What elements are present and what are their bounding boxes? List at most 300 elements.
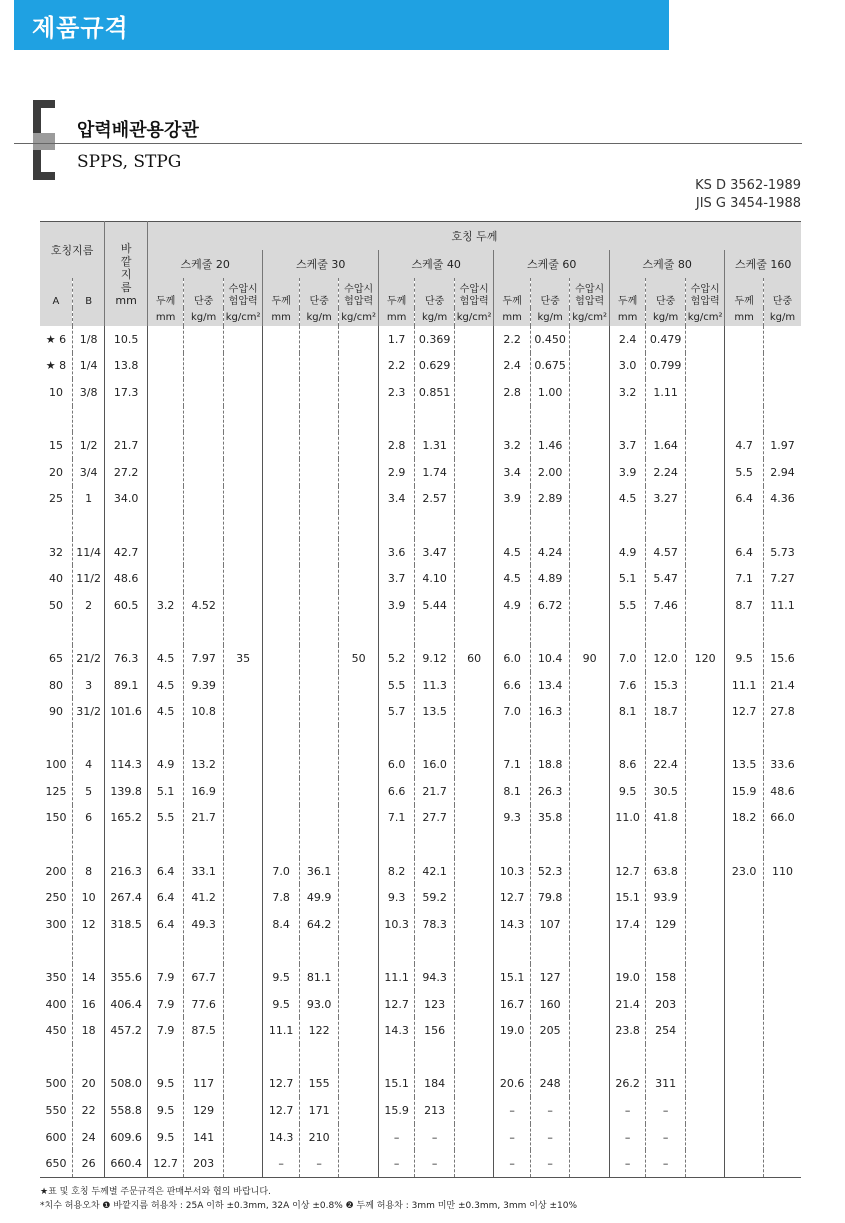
table-cell: 50 xyxy=(48,598,63,612)
table-cell: 4.57 xyxy=(646,539,686,566)
table-cell xyxy=(494,1044,530,1071)
footnote-tolerance: *치수 허용오차 ❶ 바깥지름 허용차 : 25A 이하 ±0.3mm, 32A 이상 ±0.8% ❷ 두께 허용차 : 3mm 미만 ±0.3mm, 3mm 이상 ±10% xyxy=(40,1201,578,1211)
table-cell xyxy=(339,698,379,725)
table-cell xyxy=(646,725,686,752)
table-cell: 0.479 xyxy=(646,326,686,353)
table-cell: 11/4 xyxy=(72,539,104,566)
table-cell: 4.5 xyxy=(147,645,183,672)
table-cell: 1.11 xyxy=(646,379,686,406)
table-cell: 127 xyxy=(530,964,570,991)
table-cell xyxy=(763,911,801,938)
table-cell xyxy=(763,1017,801,1044)
table-row xyxy=(40,698,801,725)
table-cell: 22.4 xyxy=(646,752,686,779)
table-cell: 650 xyxy=(45,1157,67,1171)
table-cell xyxy=(299,326,339,353)
table-cell: 558.8 xyxy=(105,1097,148,1124)
table-cell: 0.629 xyxy=(415,353,455,380)
table-cell xyxy=(299,379,339,406)
table-cell xyxy=(454,1071,494,1098)
table-cell: 12.7 xyxy=(378,991,414,1018)
table-cell: 660.4 xyxy=(105,1150,148,1177)
table-cell xyxy=(454,1017,494,1044)
table-cell: 6 xyxy=(72,805,104,832)
table-cell xyxy=(339,831,379,858)
table-cell: 1.31 xyxy=(415,432,455,459)
table-cell xyxy=(263,619,299,646)
table-cell xyxy=(685,1150,725,1177)
table-cell: 125 xyxy=(45,784,67,798)
table-cell xyxy=(685,326,725,353)
table-cell xyxy=(685,938,725,965)
table-cell xyxy=(454,432,494,459)
table-cell: 3.4 xyxy=(494,459,530,486)
table-cell: – xyxy=(646,1150,686,1177)
table-row xyxy=(40,858,801,885)
table-row xyxy=(40,884,801,911)
table-cell xyxy=(147,938,183,965)
table-cell xyxy=(763,353,801,380)
table-cell: 26.2 xyxy=(609,1071,645,1098)
table-cell xyxy=(339,1044,379,1071)
table-row xyxy=(40,1017,801,1044)
table-cell xyxy=(263,406,299,433)
table-cell xyxy=(454,592,494,619)
table-cell xyxy=(147,565,183,592)
table-cell: 7.9 xyxy=(147,1017,183,1044)
table-cell xyxy=(570,1150,610,1177)
table-cell xyxy=(763,619,801,646)
table-cell: 12.7 xyxy=(263,1071,299,1098)
table-cell xyxy=(454,805,494,832)
header-b: B xyxy=(72,278,104,326)
table-cell xyxy=(763,725,801,752)
table-cell xyxy=(685,592,725,619)
table-cell xyxy=(263,725,299,752)
spacer-row xyxy=(40,512,801,539)
table-cell xyxy=(339,1150,379,1177)
table-row xyxy=(40,1150,801,1177)
table-cell: 35 xyxy=(223,645,263,672)
table-cell: 2.8 xyxy=(494,379,530,406)
table-cell: 13.5 xyxy=(415,698,455,725)
table-cell: – xyxy=(530,1124,570,1151)
table-cell: 16.7 xyxy=(494,991,530,1018)
table-cell xyxy=(184,565,224,592)
table-cell xyxy=(494,619,530,646)
table-cell xyxy=(685,1097,725,1124)
table-cell xyxy=(570,592,610,619)
table-cell: 36.1 xyxy=(299,858,339,885)
table-cell: 200 xyxy=(45,864,67,878)
table-cell: 3.4 xyxy=(378,486,414,513)
table-cell xyxy=(299,353,339,380)
table-cell xyxy=(339,884,379,911)
table-row xyxy=(40,778,801,805)
table-cell xyxy=(105,831,148,858)
table-cell: 2.2 xyxy=(494,326,530,353)
table-cell xyxy=(299,645,339,672)
table-cell: 100 xyxy=(45,758,67,772)
table-cell xyxy=(570,858,610,885)
table-cell xyxy=(570,778,610,805)
table-cell: 3 xyxy=(72,672,104,699)
table-cell xyxy=(454,406,494,433)
standard-ks: KS D 3562-1989 xyxy=(695,178,801,193)
table-cell: 16.9 xyxy=(184,778,224,805)
table-cell: 1.7 xyxy=(378,326,414,353)
table-cell xyxy=(763,1044,801,1071)
table-cell xyxy=(339,406,379,433)
table-cell xyxy=(339,964,379,991)
table-cell xyxy=(530,725,570,752)
table-cell: 3.47 xyxy=(415,539,455,566)
table-cell: 10.3 xyxy=(378,911,414,938)
table-cell xyxy=(685,565,725,592)
table-cell: 32 xyxy=(48,545,63,559)
table-cell xyxy=(530,406,570,433)
table-cell: 27.7 xyxy=(415,805,455,832)
table-cell xyxy=(263,778,299,805)
table-cell xyxy=(339,565,379,592)
table-cell: 6.4 xyxy=(725,486,764,513)
table-cell: 9.3 xyxy=(494,805,530,832)
table-cell: 4.5 xyxy=(494,539,530,566)
table-cell: 1.97 xyxy=(763,432,801,459)
unit-kgcm: kg/cm² xyxy=(685,308,725,326)
table-row xyxy=(40,486,801,513)
table-cell xyxy=(725,911,764,938)
section-bracket-graphic xyxy=(33,100,55,180)
unit-mm: mm xyxy=(725,308,764,326)
table-cell xyxy=(454,858,494,885)
table-cell xyxy=(299,486,339,513)
unit-mm: mm xyxy=(609,308,645,326)
table-cell xyxy=(105,725,148,752)
table-cell: 210 xyxy=(299,1124,339,1151)
table-row xyxy=(40,1124,801,1151)
table-cell: 76.3 xyxy=(105,645,148,672)
table-cell xyxy=(263,752,299,779)
unit-kgm: kg/m xyxy=(646,308,686,326)
header-thickness: 두께 xyxy=(494,278,530,308)
table-cell: 355.6 xyxy=(105,964,148,991)
table-cell: 9.12 xyxy=(415,645,455,672)
table-cell: 123 xyxy=(415,991,455,1018)
table-cell xyxy=(725,619,764,646)
table-cell xyxy=(223,1097,263,1124)
table-cell xyxy=(147,326,183,353)
table-cell xyxy=(223,326,263,353)
table-cell xyxy=(570,964,610,991)
spacer-row xyxy=(40,619,801,646)
table-cell xyxy=(570,672,610,699)
table-cell xyxy=(40,831,72,858)
table-cell xyxy=(263,486,299,513)
table-cell: 8.1 xyxy=(494,778,530,805)
table-cell xyxy=(223,725,263,752)
table-cell: 2.57 xyxy=(415,486,455,513)
table-cell: 107 xyxy=(530,911,570,938)
spacer-row xyxy=(40,831,801,858)
table-cell xyxy=(378,725,414,752)
table-cell xyxy=(72,619,104,646)
table-cell: 8.1 xyxy=(609,698,645,725)
table-cell: 9.5 xyxy=(147,1097,183,1124)
table-cell xyxy=(184,539,224,566)
header-thickness: 두께 xyxy=(147,278,183,308)
table-cell: 15.3 xyxy=(646,672,686,699)
table-cell xyxy=(263,1044,299,1071)
table-cell xyxy=(570,512,610,539)
table-cell: 7.1 xyxy=(494,752,530,779)
table-cell xyxy=(223,805,263,832)
table-cell xyxy=(454,778,494,805)
table-cell xyxy=(299,619,339,646)
table-cell: 2.8 xyxy=(378,432,414,459)
table-cell: 6.4 xyxy=(147,858,183,885)
table-cell xyxy=(223,619,263,646)
table-cell: 250 xyxy=(45,891,67,905)
table-cell xyxy=(685,539,725,566)
table-cell: 26 xyxy=(72,1150,104,1177)
table-cell: 20 xyxy=(72,1071,104,1098)
header-test-pressure: 수압시 험압력 xyxy=(339,278,379,308)
table-cell xyxy=(454,1150,494,1177)
table-cell: 7.1 xyxy=(725,565,764,592)
table-cell: 41.2 xyxy=(184,884,224,911)
header-schedule: 스케줄 60 xyxy=(494,250,610,278)
table-cell xyxy=(223,1124,263,1151)
table-cell xyxy=(763,1150,801,1177)
table-cell xyxy=(685,991,725,1018)
table-row xyxy=(40,353,801,380)
table-cell: 114.3 xyxy=(105,752,148,779)
table-cell xyxy=(105,406,148,433)
table-cell: 8.2 xyxy=(378,858,414,885)
table-cell: 5.5 xyxy=(725,459,764,486)
table-cell: 41.8 xyxy=(646,805,686,832)
table-cell: 129 xyxy=(646,911,686,938)
table-cell: 60 xyxy=(454,645,494,672)
table-cell xyxy=(685,379,725,406)
table-cell: 7.6 xyxy=(609,672,645,699)
table-cell: 13.4 xyxy=(530,672,570,699)
table-cell xyxy=(454,672,494,699)
table-cell xyxy=(763,991,801,1018)
table-cell xyxy=(184,512,224,539)
table-cell: 9.5 xyxy=(263,991,299,1018)
table-cell: 21.4 xyxy=(609,991,645,1018)
table-cell xyxy=(299,805,339,832)
table-cell xyxy=(223,459,263,486)
table-cell: 7.46 xyxy=(646,592,686,619)
table-cell xyxy=(299,565,339,592)
table-row xyxy=(40,672,801,699)
table-cell xyxy=(147,432,183,459)
table-cell xyxy=(570,831,610,858)
table-cell xyxy=(72,406,104,433)
table-cell: – xyxy=(646,1097,686,1124)
table-cell xyxy=(263,698,299,725)
table-cell: 300 xyxy=(45,917,67,931)
table-cell xyxy=(609,619,645,646)
table-cell: – xyxy=(494,1097,530,1124)
table-cell: 120 xyxy=(685,645,725,672)
unit-kgm: kg/m xyxy=(763,308,801,326)
table-cell: 457.2 xyxy=(105,1017,148,1044)
table-cell xyxy=(223,512,263,539)
table-cell: 14.3 xyxy=(263,1124,299,1151)
table-cell: 49.9 xyxy=(299,884,339,911)
table-cell: 42.7 xyxy=(105,539,148,566)
header-nominal-size: 호칭지름 xyxy=(40,222,105,279)
table-cell xyxy=(184,831,224,858)
table-cell: 9.5 xyxy=(147,1071,183,1098)
table-cell xyxy=(685,1071,725,1098)
table-cell: – xyxy=(646,1124,686,1151)
table-cell xyxy=(147,831,183,858)
table-cell: 19.0 xyxy=(494,1017,530,1044)
table-cell: 50 xyxy=(339,645,379,672)
table-cell: 16.3 xyxy=(530,698,570,725)
table-cell xyxy=(339,1071,379,1098)
table-cell: 2.89 xyxy=(530,486,570,513)
table-cell: 16.0 xyxy=(415,752,455,779)
table-cell xyxy=(299,672,339,699)
table-cell: 4.24 xyxy=(530,539,570,566)
table-cell: 3/8 xyxy=(72,379,104,406)
table-cell xyxy=(685,698,725,725)
table-cell: 2.3 xyxy=(378,379,414,406)
table-cell: 0.799 xyxy=(646,353,686,380)
table-row xyxy=(40,991,801,1018)
table-cell: 15.1 xyxy=(378,1071,414,1098)
table-cell: 3.2 xyxy=(609,379,645,406)
table-cell: – xyxy=(378,1124,414,1151)
table-cell xyxy=(339,486,379,513)
table-cell: 9.5 xyxy=(263,964,299,991)
table-cell xyxy=(147,512,183,539)
header-unit-weight: 단중 xyxy=(646,278,686,308)
table-cell: 12.7 xyxy=(494,884,530,911)
table-cell: 5.73 xyxy=(763,539,801,566)
table-cell: 3.9 xyxy=(378,592,414,619)
unit-kgcm: kg/cm² xyxy=(339,308,379,326)
table-cell xyxy=(570,565,610,592)
table-cell xyxy=(415,725,455,752)
table-cell: 52.3 xyxy=(530,858,570,885)
table-cell: 10.8 xyxy=(184,698,224,725)
table-cell xyxy=(530,619,570,646)
footnote-order: ★표 및 호칭 두께별 주문규격은 판매부서와 협의 바랍니다. xyxy=(40,1187,271,1197)
table-cell: 4.9 xyxy=(147,752,183,779)
table-cell: – xyxy=(415,1124,455,1151)
table-cell xyxy=(40,938,72,965)
table-cell: 7.0 xyxy=(263,858,299,885)
table-cell xyxy=(147,379,183,406)
table-cell xyxy=(725,1097,764,1124)
header-thickness: 두께 xyxy=(725,278,764,308)
table-cell: 3.2 xyxy=(147,592,183,619)
table-cell: 5.7 xyxy=(378,698,414,725)
table-cell: 21.7 xyxy=(105,432,148,459)
table-cell xyxy=(339,672,379,699)
header-thickness: 두께 xyxy=(378,278,414,308)
table-cell xyxy=(570,725,610,752)
table-cell: 5.1 xyxy=(609,565,645,592)
header-test-pressure: 수압시 험압력 xyxy=(685,278,725,308)
table-cell xyxy=(454,1044,494,1071)
table-cell: 27.8 xyxy=(763,698,801,725)
table-cell xyxy=(454,565,494,592)
spacer-row xyxy=(40,1044,801,1071)
header-schedule: 스케줄 30 xyxy=(263,250,379,278)
table-cell xyxy=(685,619,725,646)
table-cell xyxy=(454,911,494,938)
table-cell: 5.1 xyxy=(147,778,183,805)
header-thickness: 두께 xyxy=(609,278,645,308)
header-test-pressure: 수압시 험압력 xyxy=(570,278,610,308)
table-cell: 15.6 xyxy=(763,645,801,672)
table-cell xyxy=(570,1071,610,1098)
table-cell: 81.1 xyxy=(299,964,339,991)
table-cell xyxy=(725,1044,764,1071)
header-outer-diameter: 바 깥 지 름 mm xyxy=(105,222,148,327)
table-cell xyxy=(570,353,610,380)
table-cell xyxy=(223,752,263,779)
table-cell: 14.3 xyxy=(494,911,530,938)
table-cell xyxy=(339,459,379,486)
header-unit-weight: 단중 xyxy=(184,278,224,308)
table-cell: 4.5 xyxy=(494,565,530,592)
table-cell xyxy=(685,1124,725,1151)
table-cell: 3.6 xyxy=(378,539,414,566)
table-cell xyxy=(223,858,263,885)
spacer-row xyxy=(40,406,801,433)
table-cell: – xyxy=(609,1097,645,1124)
table-cell: 18.2 xyxy=(725,805,764,832)
table-cell xyxy=(339,805,379,832)
unit-kgcm: kg/cm² xyxy=(454,308,494,326)
table-cell xyxy=(184,353,224,380)
table-cell: 5.5 xyxy=(378,672,414,699)
table-cell xyxy=(339,858,379,885)
table-cell xyxy=(494,406,530,433)
table-cell: 27.2 xyxy=(105,459,148,486)
table-cell xyxy=(725,1071,764,1098)
table-cell: – xyxy=(530,1097,570,1124)
table-cell: 311 xyxy=(646,1071,686,1098)
table-cell: 19.0 xyxy=(609,964,645,991)
table-cell: 12.7 xyxy=(147,1150,183,1177)
table-cell: 10 xyxy=(72,884,104,911)
table-cell: 5.44 xyxy=(415,592,455,619)
table-cell: 550 xyxy=(45,1104,67,1118)
table-cell: 5.5 xyxy=(609,592,645,619)
table-cell: – xyxy=(263,1150,299,1177)
table-cell: 4 xyxy=(72,752,104,779)
table-cell xyxy=(299,459,339,486)
table-cell xyxy=(184,432,224,459)
table-cell: 3.2 xyxy=(494,432,530,459)
table-cell: 9.3 xyxy=(378,884,414,911)
table-cell xyxy=(263,938,299,965)
table-cell xyxy=(184,406,224,433)
table-cell: 10.3 xyxy=(494,858,530,885)
table-row xyxy=(40,964,801,991)
unit-kgcm: kg/cm² xyxy=(223,308,263,326)
